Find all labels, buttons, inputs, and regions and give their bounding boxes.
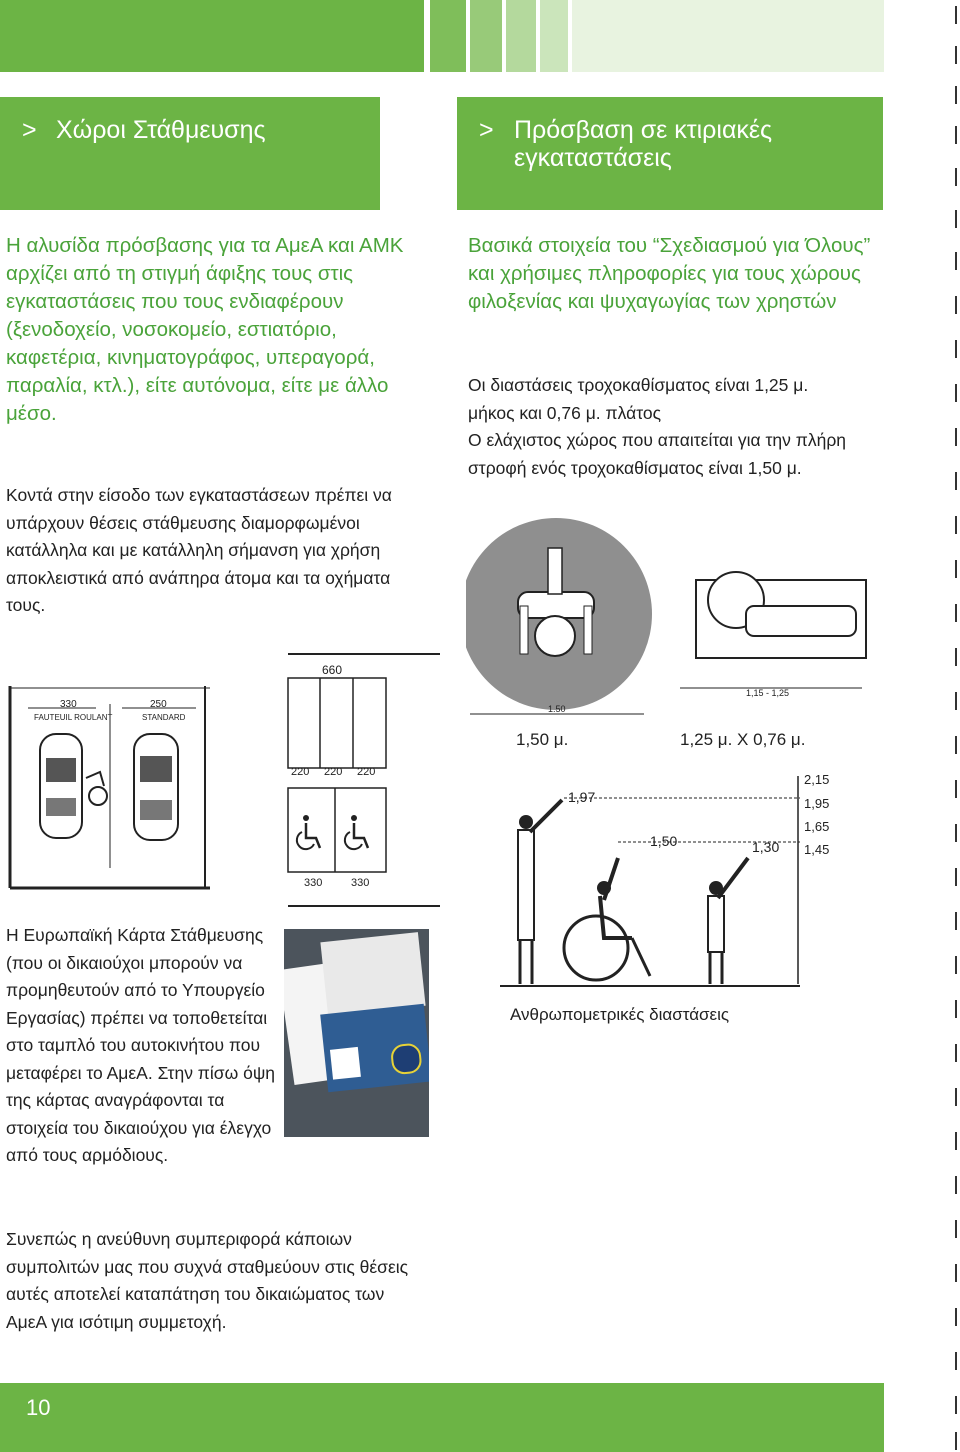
dim-250: 250 <box>150 699 167 710</box>
top-stripe-3 <box>506 0 536 72</box>
left-section-header: > Χώροι Στάθμευσης <box>0 97 380 210</box>
car-right-rear-window <box>140 800 172 820</box>
dim-660: 660 <box>322 663 343 677</box>
standing-person-right <box>708 858 748 984</box>
side-dim-label: 1,15 - 1,25 <box>746 688 790 698</box>
bay-row-bottom <box>288 788 386 872</box>
closing-paragraph: Συνεπώς η ανεύθυνη συμπεριφορά κάποιων συμπολιτών μας που συχνά σταθμεύουν στις θέσεις αυτές αποτελεί καταπάτηση του δικαιώματος των ΑμεΑ για ισότιμη συμμετοχή. <box>6 1229 409 1332</box>
left-header-title: Χώροι Στάθμευσης <box>56 116 266 144</box>
label-fauteuil: FAUTEUIL ROULANT <box>34 713 113 722</box>
standing-person-left <box>518 800 562 984</box>
dim-330: 330 <box>60 699 77 710</box>
dims-line-1: Οι διαστάσεις τροχοκαθίσματος είναι 1,25 μ. <box>468 375 809 395</box>
card-paragraph: Η Ευρωπαϊκή Κάρτα Στάθμευσης (που οι δικαιούχοι μπορούν να προμηθευτούν από το Υπουργείο Εργασίας) πρέπει να τοποθετείται στο ταμπλό του αυτοκινήτου που μεταφέρει το ΑμεΑ. Στην πίσω όψη της κάρτας αναγράφονται τα στοιχεία του δικαιούχου για έλεγχο από τους αρμόδιους. <box>6 925 276 1165</box>
caption-turning-circle: 1,50 μ. <box>516 730 569 749</box>
label-197: 1,97 <box>568 789 596 805</box>
dim-220-b: 220 <box>324 766 343 778</box>
parking-plan-illustration <box>0 648 460 910</box>
dims-line-3: Ο ελάχιστος χώρος που απαιτείται για την πλήρη στροφή ενός τροχοκαθίσματος είναι 1,50 μ. <box>468 430 847 478</box>
side-by-side-parking-plan <box>10 686 210 888</box>
dim-330-a: 330 <box>304 877 323 889</box>
wheelchair-dimensions-text <box>468 372 888 482</box>
car-left-rear-window <box>46 798 76 816</box>
car-right <box>134 734 178 840</box>
card-eu-flag-icon <box>390 1042 423 1075</box>
top-banner <box>0 0 424 72</box>
wheelchair-side-view <box>696 572 866 658</box>
top-stripe-4 <box>540 0 568 72</box>
card-wheelchair-icon <box>330 1047 361 1080</box>
right-section-header: > Πρόσβαση σε κτιριακές εγκαταστάσεις <box>457 97 883 210</box>
wheelchair-user <box>564 858 650 980</box>
anthropometric-illustration <box>500 770 860 988</box>
anthropometric-caption: Ανθρωπομετρικές διαστάσεις <box>510 1005 730 1024</box>
three-bay-parking-plan <box>288 654 440 906</box>
dim-330-b: 330 <box>351 877 370 889</box>
car-left-windshield <box>46 758 76 782</box>
parking-card-image <box>284 929 429 1137</box>
wheelchair-sketch <box>89 787 107 805</box>
car-left <box>40 734 82 838</box>
label-165: 1,65 <box>804 819 830 834</box>
footer-bar <box>0 1383 884 1452</box>
label-145: 1,45 <box>804 842 830 857</box>
top-stripe-5 <box>572 0 884 72</box>
left-lead-paragraph: Η αλυσίδα πρόσβασης για τα ΑμεΑ και ΑΜΚ αρχίζει από τη στιγμή άφιξης τους στις εγκαταστάσεις που τους ενδιαφέρουν (ξενοδοχείο, νοσοκομείο, εστιατόριο, καφετέρια, κινηματογράφος, υπεραγορά, παραλία, κτλ.), είτε αυτόνομα, είτε με άλλο μέσο. <box>6 234 404 425</box>
car-right-windshield <box>140 756 172 782</box>
label-standard: STANDARD <box>142 713 186 722</box>
top-stripe-2 <box>470 0 502 72</box>
bay-row-top <box>288 678 386 768</box>
parking-paragraph: Κοντά στην είσοδο των εγκαταστάσεων πρέπει να υπάρχουν θέσεις στάθμευσης διαμορφωμένοι κατάλληλα και με κατάλληλη σήμανση για χρήση αποκλειστικά από ανάπηρα άτομα και τα οχήματα τους. <box>6 485 392 615</box>
right-header-title: Πρόσβαση σε κτιριακές εγκαταστάσεις <box>514 116 773 172</box>
circle-dim-label: 1.50 <box>548 704 566 714</box>
open-door-sketch <box>86 772 104 786</box>
label-195: 1,95 <box>804 796 830 811</box>
label-150: 1,50 <box>650 833 678 849</box>
dim-220-a: 220 <box>291 766 310 778</box>
card-blue-panel <box>320 1004 429 1092</box>
top-stripe-1 <box>430 0 466 72</box>
wheelchair-dimensions-illustration <box>466 510 886 722</box>
caption-wheelchair-size: 1,25 μ. Χ 0,76 μ. <box>680 730 806 749</box>
right-lead-paragraph: Βασικά στοιχεία του “Σχεδιασμού για Όλους” και χρήσιμες πληροφορίες για τους χώρους φιλοξενίας και ψυχαγωγίας των χρηστών <box>468 234 871 313</box>
card-front <box>320 932 425 1016</box>
dim-220-c: 220 <box>357 766 376 778</box>
page-number: 10 <box>26 1395 51 1420</box>
dims-line-2: μήκος και 0,76 μ. πλάτος <box>468 402 662 423</box>
label-130: 1,30 <box>752 839 780 855</box>
label-215: 2,15 <box>804 772 830 787</box>
